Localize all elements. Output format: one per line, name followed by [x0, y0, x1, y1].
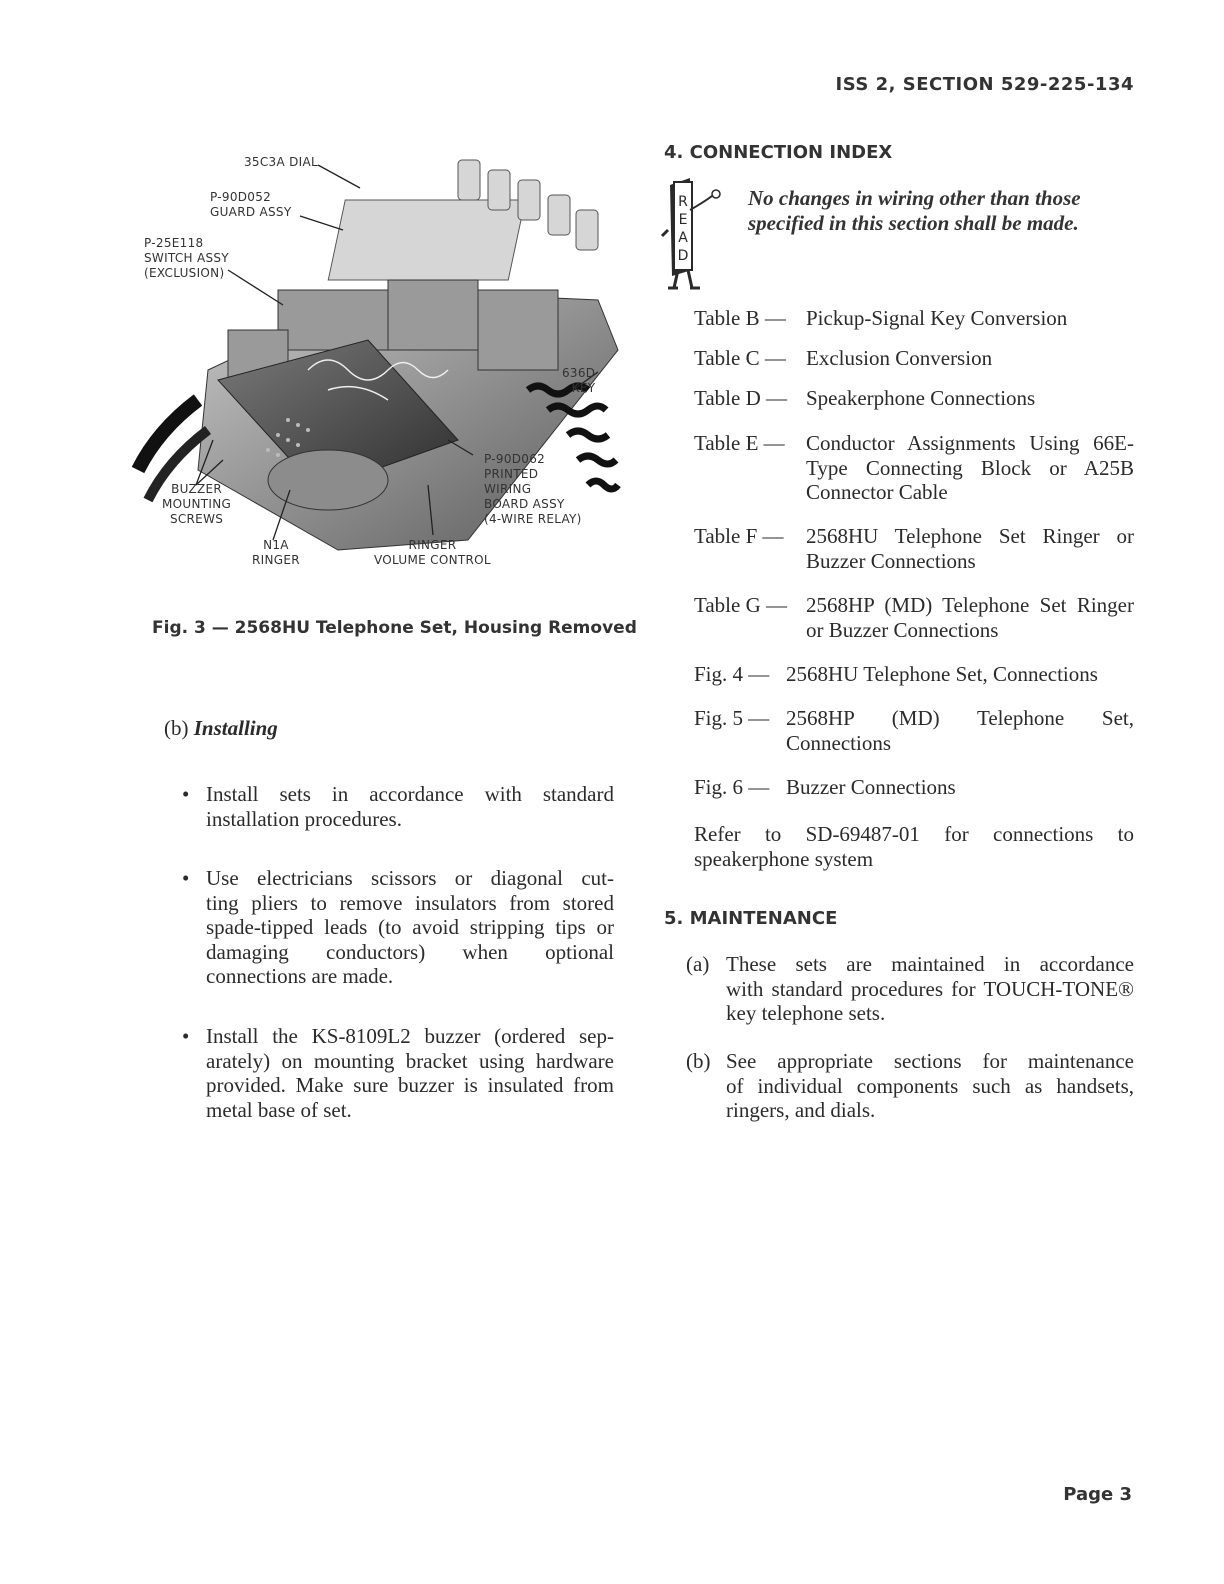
section-5-heading: 5. MAINTENANCE	[664, 908, 838, 929]
index-label: Fig. 4 —	[694, 662, 770, 686]
callout-ringer-line: RINGER	[252, 553, 300, 567]
read-figure-icon	[660, 170, 750, 290]
index-desc: Pickup-Signal Key Conversion	[806, 306, 1068, 330]
index-entry	[694, 431, 1134, 505]
callout-ringer	[252, 538, 300, 568]
callout-guard-line: GUARD ASSY	[210, 205, 292, 219]
index-label: Table F —	[694, 524, 784, 548]
figure-caption: Fig. 3 — 2568HU Telephone Set, Housing Removed	[152, 618, 637, 638]
callout-buzzer-line: BUZZER	[171, 482, 223, 496]
read-letter: A	[678, 230, 688, 246]
maintenance-text: with standard procedures for TOUCH-TONE® key telephone sets.	[726, 976, 1134, 1025]
callout-switch	[144, 236, 229, 281]
bullet-text: arately) on mounting bracket using hardware provided. Make sure buzzer is insulated from metal base of set.	[206, 1048, 614, 1122]
index-entry	[694, 775, 1134, 800]
index-desc: 2568HP (MD) Telephone Set Ringer or Buzzer Connections	[806, 593, 1134, 642]
bullet-text-line: Install the KS-8109L2 buzzer (ordered sep-	[206, 1024, 614, 1048]
callout-volume-line: RINGER	[408, 538, 457, 552]
index-label: Table C —	[694, 346, 786, 370]
page-number: Page 3	[1063, 1484, 1132, 1505]
read-letter: R	[678, 194, 688, 210]
bullet-dot-icon: •	[182, 1024, 190, 1048]
callout-board-line: P-90D062	[484, 452, 546, 466]
maintenance-item	[686, 1049, 1134, 1123]
bullet-text-line: Install sets in accordance with standard	[206, 782, 614, 806]
callout-buzzer	[162, 482, 231, 527]
index-desc: Buzzer Connections	[786, 775, 956, 799]
bullet-text: installation procedures.	[206, 806, 402, 831]
callout-key	[562, 366, 595, 396]
index-label: Table E —	[694, 431, 785, 455]
maintenance-text-line: See appropriate sections for maintenance	[726, 1049, 1134, 1073]
maintenance-text-line: These sets are maintained in accordance	[726, 952, 1134, 976]
index-label: Table B —	[694, 306, 786, 330]
index-entry	[694, 662, 1134, 687]
figure-photo	[128, 140, 628, 580]
callout-switch-line: P-25E118	[144, 236, 204, 250]
callout-ringer-line: N1A	[263, 538, 289, 552]
callout-board-line: PRINTED	[484, 467, 539, 481]
read-letter: E	[678, 212, 688, 228]
index-label: Fig. 6 —	[694, 775, 770, 799]
callout-switch-line: SWITCH ASSY	[144, 251, 229, 265]
index-entry	[694, 306, 1134, 331]
bullet-item	[182, 782, 614, 831]
maintenance-item	[686, 952, 1134, 1026]
index-desc: 2568HP (MD) Telephone Set, Connections	[786, 706, 1134, 755]
callout-volume-line: VOLUME CONTROL	[374, 553, 491, 567]
index-entry	[694, 386, 1134, 411]
index-desc: 2568HU Telephone Set, Connections	[786, 662, 1098, 686]
callout-buzzer-line: MOUNTING	[162, 497, 232, 511]
maintenance-label: (b)	[686, 1049, 711, 1073]
index-label: Table D —	[694, 386, 788, 410]
index-desc: Conductor Assignments Using 66E-Type Connecting Block or A25B Connector Cable	[806, 431, 1134, 504]
callout-guard	[210, 190, 291, 220]
refer-note: Refer to SD-69487-01 for connections to speakerphone system	[694, 822, 1134, 871]
callout-dial	[244, 155, 318, 170]
index-entry	[694, 706, 1134, 755]
bullet-dot-icon: •	[182, 866, 190, 890]
bullet-dot-icon: •	[182, 782, 190, 806]
index-desc: 2568HU Telephone Set Ringer or Buzzer Connections	[806, 524, 1134, 573]
index-entry	[694, 593, 1134, 642]
callout-board-line: BOARD ASSY	[484, 497, 565, 511]
callout-volume	[374, 538, 491, 568]
page-header: ISS 2, SECTION 529-225-134	[835, 74, 1134, 95]
callout-key-line: KEY	[571, 381, 596, 395]
callout-switch-line: (EXCLUSION)	[144, 266, 225, 280]
read-letter: D	[677, 248, 689, 264]
bullet-text-line: Use electricians scissors or diagonal cut-	[206, 866, 614, 890]
index-entry	[694, 346, 1134, 371]
read-note: No changes in wiring other than those specified in this section shall be made.	[748, 186, 1081, 235]
index-desc: Speakerphone Connections	[806, 386, 1036, 410]
index-desc: Exclusion Conversion	[806, 346, 993, 370]
section-4-heading: 4. CONNECTION INDEX	[664, 142, 893, 163]
callout-dial-text: 35C3A DIAL	[244, 155, 318, 169]
callout-board-line: WIRING	[484, 482, 532, 496]
callout-guard-line: P-90D052	[210, 190, 272, 204]
index-entry	[694, 524, 1134, 573]
bullet-text: ting pliers to remove insulators from stored spade-tipped leads (to avoid stripping tips or damaging conductors) when optional connections are made.	[206, 890, 614, 988]
callout-key-line: 636D	[562, 366, 596, 380]
maintenance-label: (a)	[686, 952, 710, 976]
bullet-item	[182, 1024, 614, 1122]
index-label: Fig. 5 —	[694, 706, 770, 730]
callout-board-line: (4-WIRE RELAY)	[484, 512, 582, 526]
bullet-item	[182, 866, 614, 989]
installing-title: Installing	[193, 716, 278, 740]
installing-heading	[164, 716, 278, 741]
installing-label: (b)	[164, 716, 189, 740]
index-label: Table G —	[694, 593, 788, 617]
callout-buzzer-line: SCREWS	[169, 512, 224, 526]
maintenance-text: of individual components such as handsets, ringers, and dials.	[726, 1073, 1134, 1122]
callout-board	[484, 452, 582, 527]
